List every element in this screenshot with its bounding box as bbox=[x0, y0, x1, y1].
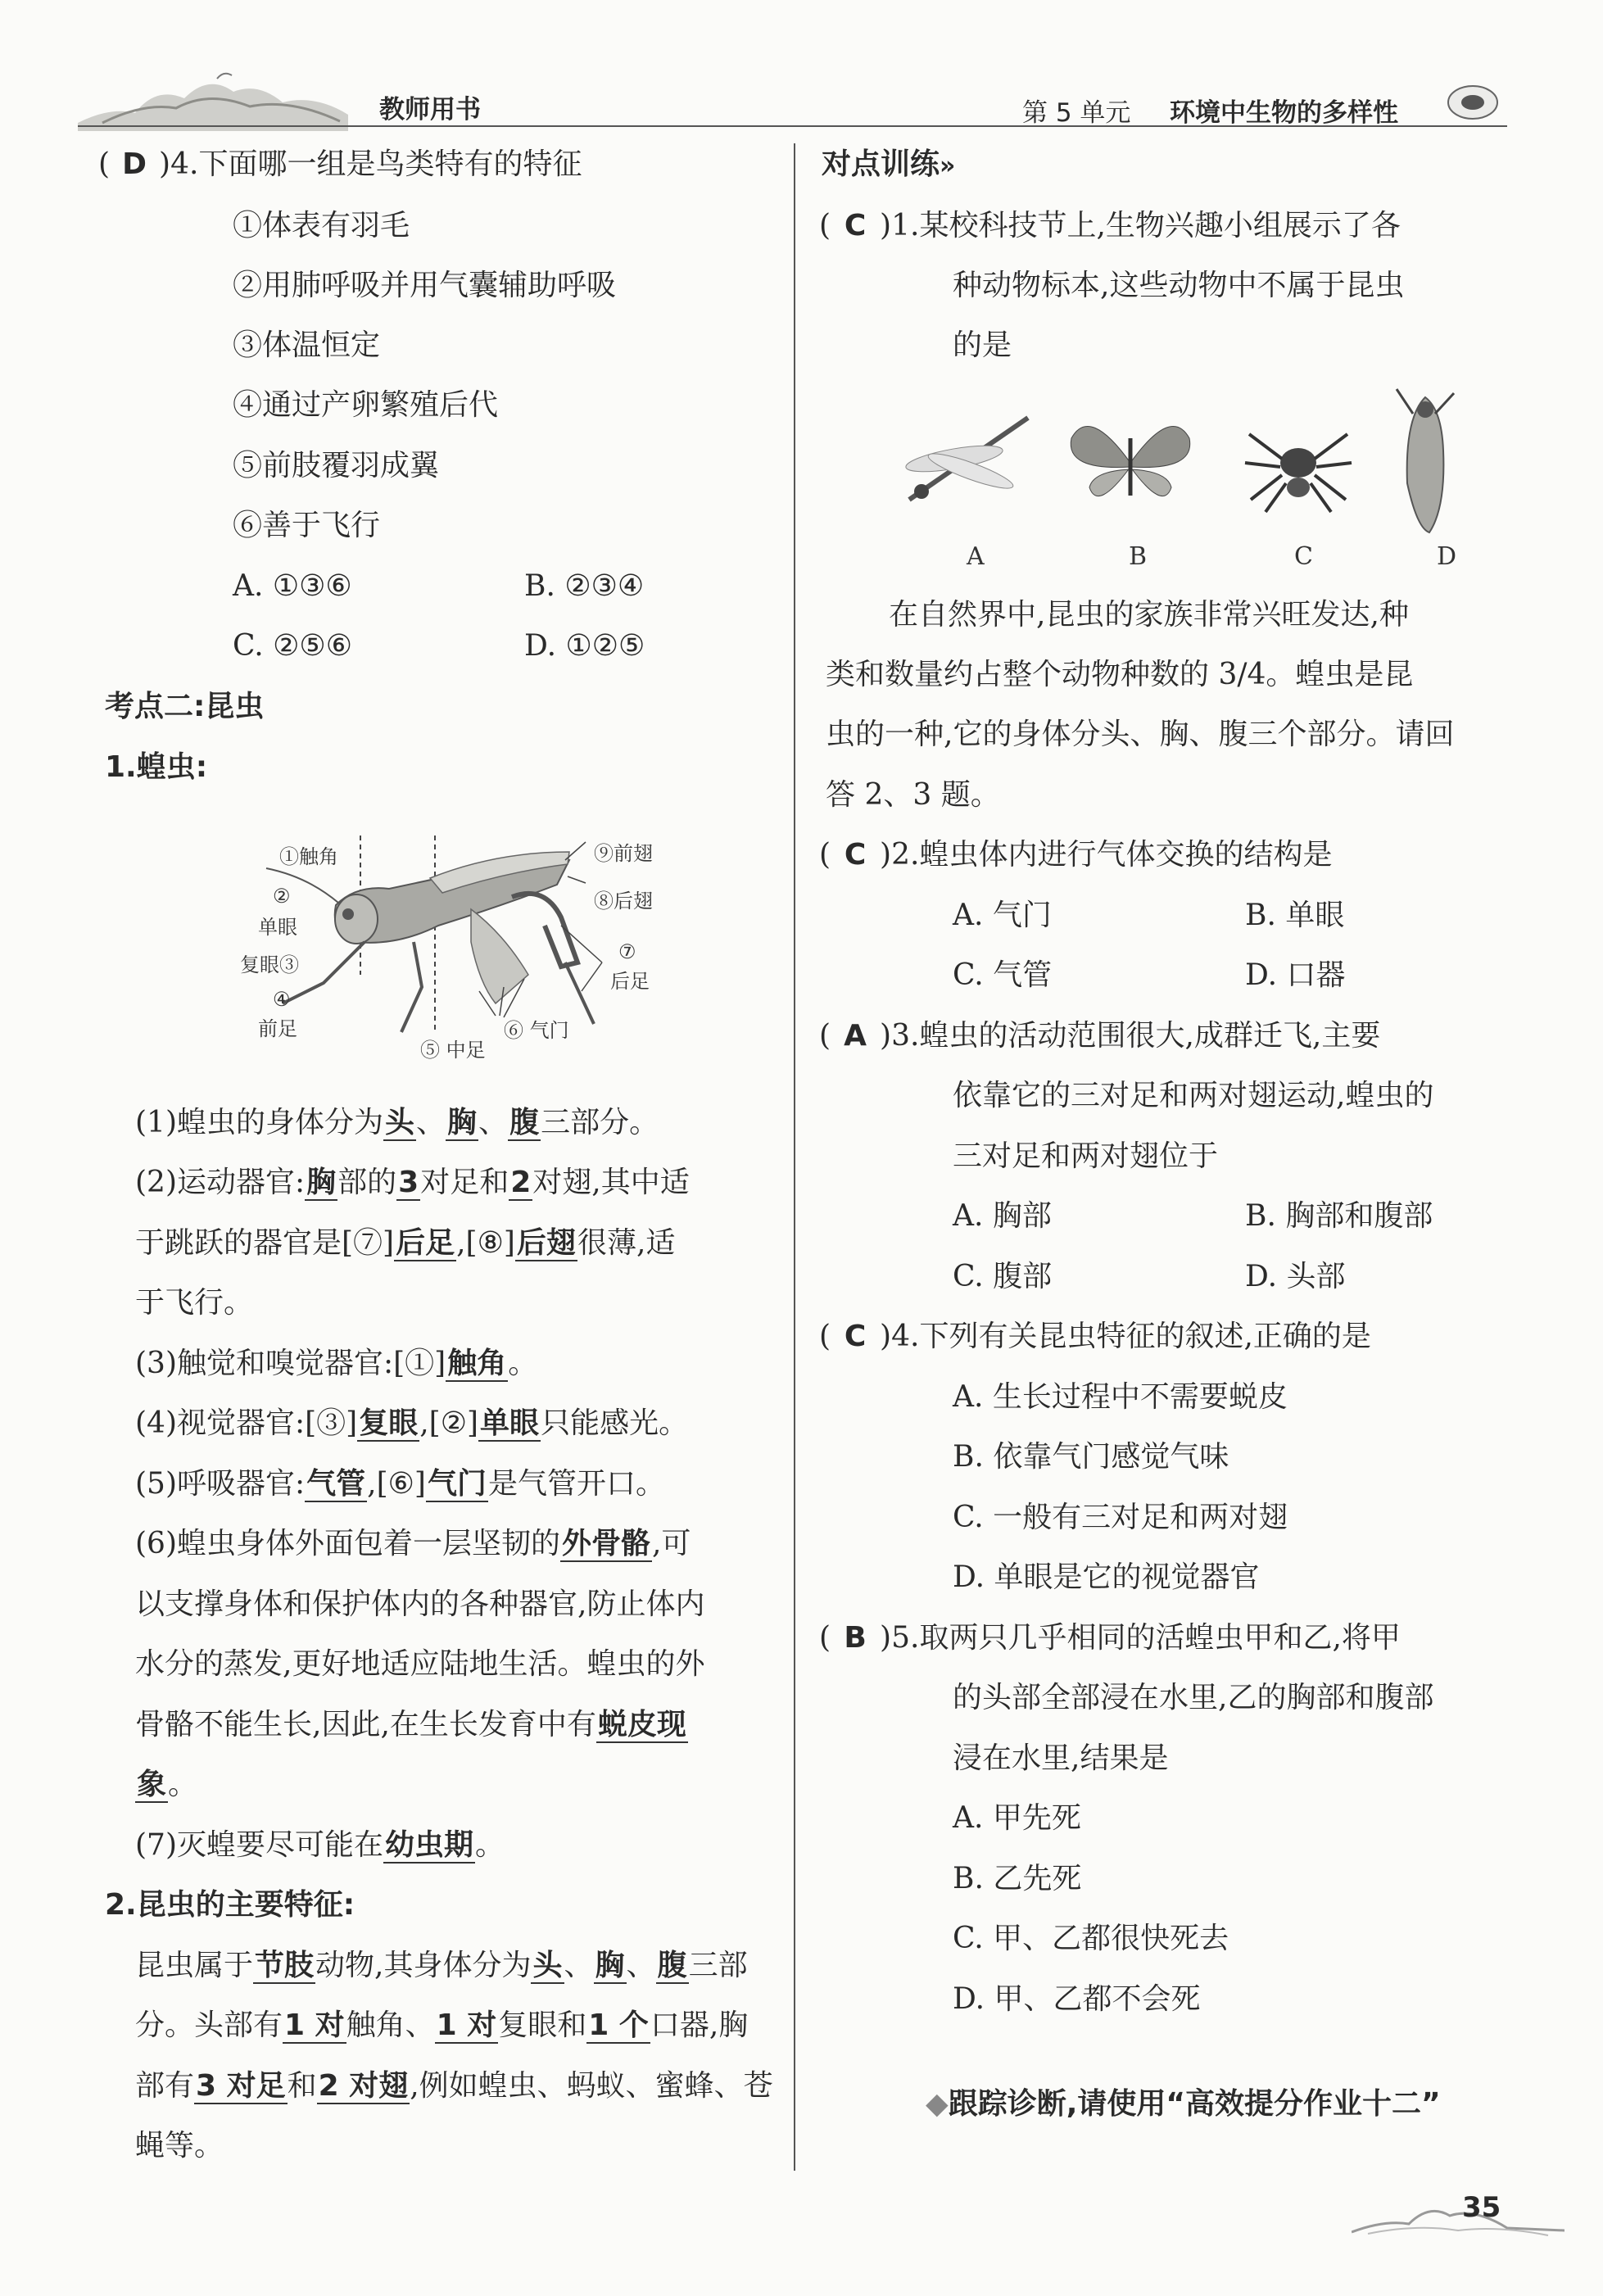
right-q3-line1: ( A )3.蝗虫的活动范围很大,成群迁飞,主要 bbox=[819, 1017, 1380, 1056]
label-foreleg: ④ bbox=[273, 988, 291, 1011]
para-6-line3: 水分的蒸发,更好地适应陆地生活。蝗虫的外 bbox=[135, 1647, 705, 1681]
answer-badge: C bbox=[844, 1320, 867, 1353]
image-label-d: D bbox=[1437, 542, 1457, 571]
image-label-c: C bbox=[1294, 542, 1313, 571]
list-item: ③体温恒定 bbox=[233, 328, 381, 362]
para-1: (1)蝗虫的身体分为头、胸、腹三部分。 bbox=[135, 1106, 659, 1139]
option-b: B. 胸部和腹部 bbox=[1245, 1199, 1433, 1233]
training-title: 对点训练» bbox=[822, 147, 956, 181]
para-8-line4: 蝇等。 bbox=[135, 2129, 224, 2162]
option-b: B. 依靠气门感觉气味 bbox=[953, 1440, 1229, 1474]
para-5: (5)呼吸器官:气管,[⑥]气门是气管开口。 bbox=[135, 1467, 665, 1501]
mountain-decoration bbox=[78, 57, 348, 131]
para-2-line1: (2)运动器官:胸部的3对足和2对翅,其中适 bbox=[135, 1166, 690, 1199]
answer-badge: B bbox=[844, 1621, 867, 1655]
book-logo-icon bbox=[1446, 82, 1500, 123]
answer-badge: D bbox=[122, 147, 147, 181]
answer-badge: C bbox=[844, 209, 867, 242]
right-q3-line3: 三对足和两对翅位于 bbox=[953, 1139, 1219, 1173]
option-d: D. 头部 bbox=[1245, 1260, 1346, 1293]
option-a: A. 胸部 bbox=[953, 1199, 1052, 1233]
right-q1-line1: ( C )1.某校科技节上,生物兴趣小组展示了各 bbox=[819, 206, 1401, 246]
passage-line: 在自然界中,昆虫的家族非常兴旺发达,种 bbox=[889, 598, 1409, 632]
right-q2-stem: ( C )2.蝗虫体内进行气体交换的结构是 bbox=[819, 836, 1332, 875]
para-6-line1: (6)蝗虫身体外面包着一层坚韧的外骨骼,可 bbox=[135, 1527, 691, 1560]
label-forewing: ⑨前翅 bbox=[594, 842, 653, 865]
list-item: ④通过产卵繁殖后代 bbox=[233, 388, 499, 422]
footer-note: ◆跟踪诊断,请使用“高效提分作业十二” bbox=[926, 2087, 1441, 2121]
label-foreleg-text: 前足 bbox=[258, 1017, 297, 1040]
para-6-line4: 骨骼不能生长,因此,在生长发育中有蜕皮现 bbox=[135, 1708, 686, 1741]
subsection-title: 1.蝗虫: bbox=[105, 750, 208, 784]
para-8-line1: 昆虫属于节肢动物,其身体分为头、胸、腹三部 bbox=[135, 1949, 748, 1982]
label-midleg: ⑤ 中足 bbox=[420, 1039, 486, 1062]
option-b: B. ②③④ bbox=[524, 569, 645, 603]
column-divider bbox=[794, 143, 795, 2171]
option-d: D. 甲、乙都不会死 bbox=[953, 1982, 1201, 2016]
list-item: ⑥善于飞行 bbox=[233, 509, 381, 542]
option-b: B. 乙先死 bbox=[953, 1862, 1082, 1895]
para-8-line3: 部有3 对足和2 对翅,例如蝗虫、蚂蚁、蜜蜂、苍 bbox=[135, 2069, 773, 2103]
header-unit: 第 5 单元 bbox=[1022, 98, 1131, 128]
passage-line: 虫的一种,它的身体分头、胸、腹三个部分。请回 bbox=[826, 718, 1455, 751]
right-q1-line3: 的是 bbox=[953, 328, 1012, 362]
para-2-line3: 于飞行。 bbox=[135, 1286, 254, 1320]
footer-mountain-decoration bbox=[1352, 2183, 1565, 2240]
para-6-line2: 以支撑身体和保护体内的各种器官,防止体内 bbox=[135, 1587, 705, 1621]
label-hindleg: ⑦ bbox=[618, 940, 636, 963]
left-q4-stem-line: ( D )4.下面哪一组是鸟类特有的特征 bbox=[98, 145, 582, 184]
option-c: C. 腹部 bbox=[953, 1260, 1053, 1293]
list-item: ②用肺呼吸并用气囊辅助呼吸 bbox=[233, 269, 617, 302]
right-q5-line2: 的头部全部浸在水里,乙的胸部和腹部 bbox=[953, 1681, 1434, 1714]
option-c: C. 甲、乙都很快死去 bbox=[953, 1922, 1229, 1955]
passage-line: 答 2、3 题。 bbox=[826, 778, 1000, 812]
answer-badge: A bbox=[844, 1019, 867, 1053]
option-a: A. 生长过程中不需要蜕皮 bbox=[953, 1380, 1288, 1414]
label-ocellus: ② bbox=[273, 885, 291, 908]
right-q3-line2: 依靠它的三对足和两对翅运动,蝗虫的 bbox=[953, 1079, 1434, 1112]
para-3: (3)触觉和嗅觉器官:[①]触角。 bbox=[135, 1347, 538, 1380]
header-left-label: 教师用书 bbox=[379, 95, 481, 125]
butterfly-image bbox=[1065, 405, 1196, 520]
cicada-image bbox=[1384, 385, 1466, 541]
page-number: 35 bbox=[1462, 2191, 1501, 2224]
right-q5-line1: ( B )5.取两只几乎相同的活蝗虫甲和乙,将甲 bbox=[819, 1619, 1401, 1658]
label-antenna: ①触角 bbox=[279, 845, 338, 868]
option-c: C. 气管 bbox=[953, 958, 1053, 992]
section-title: 考点二:昆虫 bbox=[105, 690, 265, 723]
option-b: B. 单眼 bbox=[1245, 899, 1345, 932]
header bbox=[0, 0, 1603, 147]
double-chevron-icon: » bbox=[940, 152, 956, 180]
option-c: C. 一般有三对足和两对翅 bbox=[953, 1501, 1288, 1534]
dragonfly-image bbox=[893, 401, 1048, 524]
option-d: D. 口器 bbox=[1245, 958, 1346, 992]
option-d: D. 单眼是它的视觉器官 bbox=[953, 1560, 1260, 1594]
para-8-line2: 分。头部有1 对触角、1 对复眼和1 个口器,胸 bbox=[135, 2008, 749, 2042]
right-q5-line3: 浸在水里,结果是 bbox=[953, 1741, 1169, 1775]
header-title: 环境中生物的多样性 bbox=[1170, 98, 1398, 128]
image-label-b: B bbox=[1129, 542, 1148, 571]
right-q1-line2: 种动物标本,这些动物中不属于昆虫 bbox=[953, 269, 1405, 302]
option-a: A. 甲先死 bbox=[953, 1801, 1081, 1835]
image-label-a: A bbox=[967, 542, 985, 571]
subsection-title-2: 2.昆虫的主要特征: bbox=[105, 1888, 355, 1922]
option-a: A. 气门 bbox=[953, 899, 1052, 932]
option-d: D. ①②⑤ bbox=[524, 629, 645, 663]
label-spiracle: ⑥ 气门 bbox=[504, 1019, 569, 1042]
spider-image bbox=[1241, 418, 1356, 516]
list-item: ①体表有羽毛 bbox=[233, 209, 410, 242]
label-compound-eye: 复眼③ bbox=[240, 953, 299, 976]
list-item: ⑤前肢覆羽成翼 bbox=[233, 449, 440, 482]
option-a: A. ①③⑥ bbox=[233, 569, 352, 603]
para-6-line5: 象。 bbox=[137, 1768, 198, 1801]
right-q4-stem: ( C )4.下列有关昆虫特征的叙述,正确的是 bbox=[819, 1317, 1371, 1356]
label-ocellus-text: 单眼 bbox=[258, 916, 297, 939]
option-c: C. ②⑤⑥ bbox=[233, 629, 352, 663]
label-hindleg-text: 后足 bbox=[610, 970, 650, 993]
para-4: (4)视觉器官:[③]复眼,[②]单眼只能感光。 bbox=[135, 1406, 689, 1440]
para-2-line2: 于跳跃的器官是[⑦]后足,[⑧]后翅很薄,适 bbox=[135, 1226, 676, 1260]
diamond-icon: ◆ bbox=[926, 2087, 949, 2121]
passage-line: 类和数量约占整个动物种数的 3/4。蝗虫是昆 bbox=[826, 658, 1414, 691]
label-hindwing: ⑧后翅 bbox=[594, 890, 653, 913]
para-7: (7)灭蝗要尽可能在幼虫期。 bbox=[135, 1828, 505, 1862]
locust-diagram bbox=[233, 827, 692, 1065]
specimen-images bbox=[885, 385, 1474, 573]
answer-badge: C bbox=[844, 838, 867, 872]
